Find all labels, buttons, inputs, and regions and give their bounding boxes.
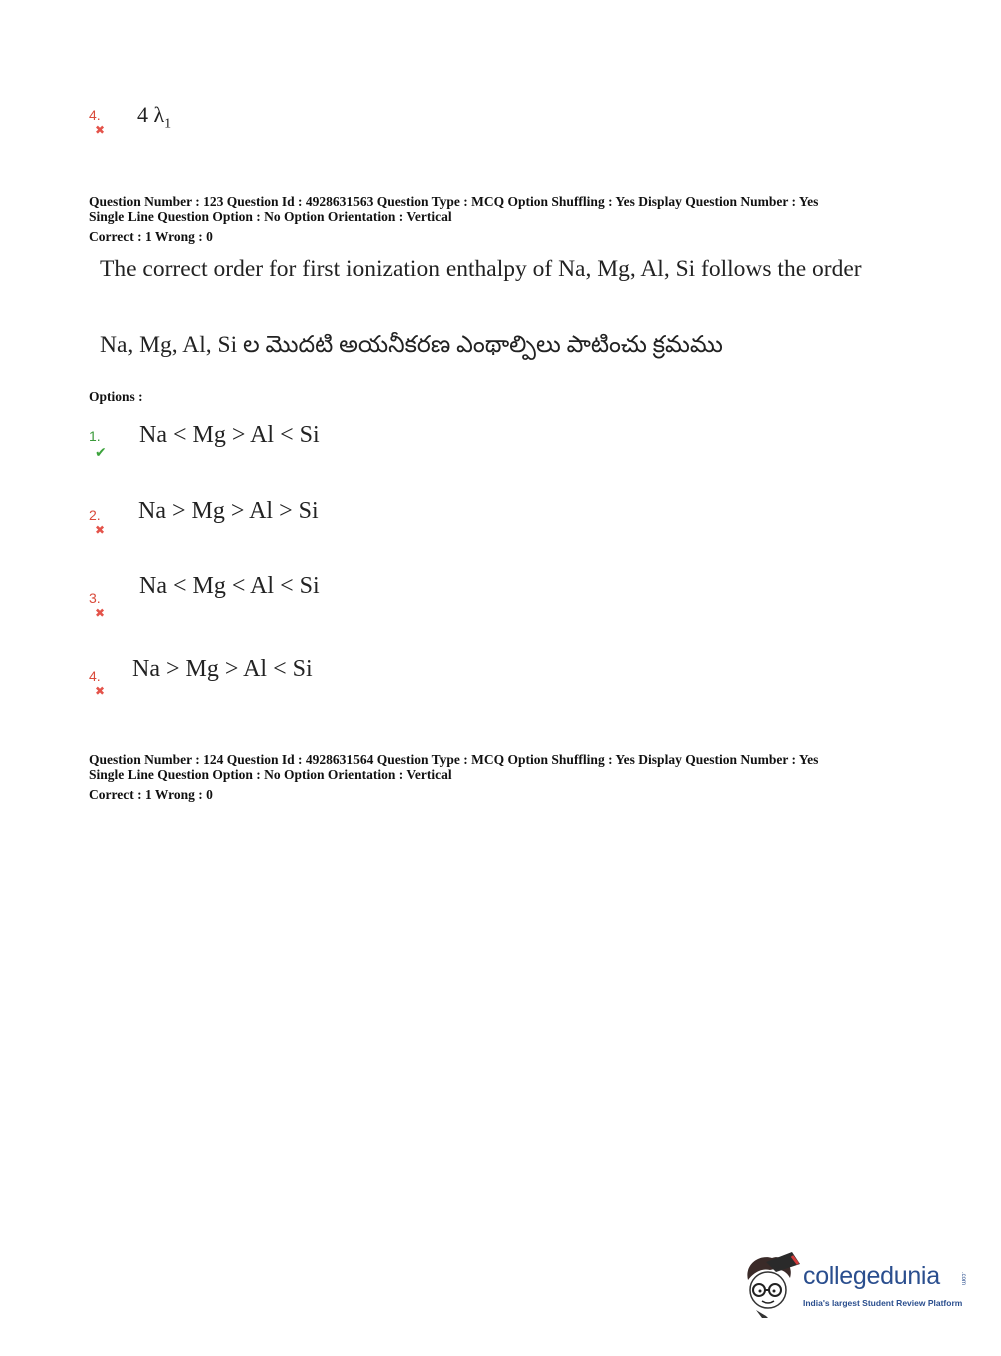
correct-check-icon: ✔	[95, 444, 107, 460]
question-text-telugu: Na, Mg, Al, Si ల మొదటి అయనీకరణ ఎంథాల్పిలు పాటించు క్రమము	[100, 332, 723, 358]
option-text	[137, 102, 171, 132]
option-text-subscript: 1	[164, 116, 172, 132]
option-text: Na > Mg > Al < Si	[132, 656, 313, 682]
option-number-text: 3.	[89, 590, 101, 606]
option-text-main: 4 λ	[137, 102, 165, 127]
question-meta	[89, 194, 818, 244]
wrong-mark-icon: ✖	[95, 123, 106, 137]
meta-line-1: Question Number : 123 Question Id : 4928631563 Question Type : MCQ Option Shuffling : Yes Display Question Number : Yes	[89, 194, 819, 209]
option-number-text: 4.	[89, 107, 101, 123]
meta-line-2: Single Line Question Option : No Option Orientation : Vertical	[89, 209, 452, 224]
question-meta	[89, 752, 818, 802]
wrong-mark-icon: ✖	[95, 684, 106, 698]
collegedunia-logo	[742, 1250, 972, 1318]
option-number	[89, 107, 105, 140]
meta-line-2: Single Line Question Option : No Option Orientation : Vertical	[89, 767, 452, 782]
option-text: Na < Mg < Al < Si	[139, 573, 320, 599]
option-number-text: 1.	[89, 428, 101, 444]
option-number	[89, 507, 105, 540]
logo-com: .com	[960, 1272, 966, 1286]
logo-tagline: India's largest Student Review Platform	[803, 1298, 963, 1308]
question-text-english: The correct order for first ionization enthalpy of Na, Mg, Al, Si follows the order	[100, 256, 862, 282]
logo-name: collegedunia	[803, 1262, 940, 1290]
meta-line-1: Question Number : 124 Question Id : 4928631564 Question Type : MCQ Option Shuffling : Yes Display Question Number : Yes	[89, 752, 819, 767]
option-number-text: 4.	[89, 668, 101, 684]
option-number	[89, 590, 105, 623]
wrong-mark-icon: ✖	[95, 523, 106, 537]
option-number	[89, 428, 107, 463]
meta-line-3: Correct : 1 Wrong : 0	[89, 229, 213, 244]
mascot-icon	[742, 1250, 802, 1318]
option-number	[89, 668, 105, 701]
option-text: Na < Mg > Al < Si	[139, 422, 320, 448]
wrong-mark-icon: ✖	[95, 606, 106, 620]
option-text: Na > Mg > Al > Si	[138, 498, 319, 524]
option-number-text: 2.	[89, 507, 101, 523]
options-label: Options :	[89, 389, 143, 404]
meta-line-3: Correct : 1 Wrong : 0	[89, 787, 213, 802]
